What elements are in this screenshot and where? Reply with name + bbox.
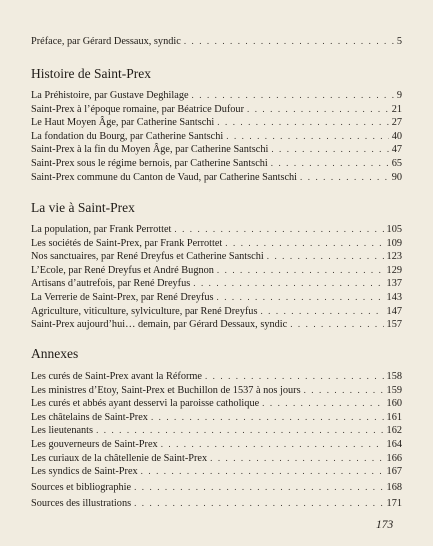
section-heading: Histoire de Saint-Prex [31,66,151,81]
toc-entry [31,130,402,143]
toc-entry [31,452,402,465]
toc-entry [31,305,402,318]
entry-page: 105 [386,224,402,235]
entry-title: Les ministres d’Etoy, Saint-Prex et Buchillon de 1537 à nos jours [31,384,301,396]
entry-page: 143 [386,292,402,303]
entry-title: Artisans d’autrefois, par René Dreyfus [31,278,191,290]
dot-leader [290,318,383,331]
toc-entry [31,424,402,437]
entry-title: Saint-Prex aujourd’hui… demain, par Gérard Dessaux, syndic [31,319,288,331]
entry-title: Saint-Prex à la fin du Moyen Âge, par Catherine Santschi [31,144,269,156]
dot-leader [96,424,383,437]
entry-title: Les sociétés de Saint-Prex, par Frank Perrottet [31,237,223,249]
toc-entry [31,223,402,236]
entry-title: La Préhistoire, par Gustave Deghilage [31,90,189,101]
toc-entry [31,264,402,277]
entry-page: 5 [396,36,402,47]
toc-entry [31,143,402,156]
toc-entry [31,497,402,510]
entry-title: Les curés de Saint-Prex avant la Réforme [31,371,202,382]
entry-page: 159 [386,384,402,396]
toc-entry [31,411,402,424]
entry-page: 160 [386,398,402,410]
entry-page: 167 [386,466,402,478]
dot-leader [217,264,384,277]
toc-entry [31,116,402,129]
entry-title: Les curiaux de la châtellenie de Saint-Prex [31,452,208,464]
entry-page: 166 [386,452,402,464]
dot-leader [271,157,389,170]
dot-leader [210,452,383,465]
page-number: 173 [376,519,394,531]
toc-entry [31,481,402,494]
section-heading: Annexes [31,346,79,361]
dot-leader [205,370,384,383]
dot-leader [134,497,383,510]
toc-entry [31,89,402,102]
entry-title: L’Ecole, par René Dreyfus et André Bugnon [31,264,214,276]
entry-title: Préface, par Gérard Dessaux, syndic [31,36,181,47]
entry-page: 157 [386,319,402,331]
toc-entry [31,157,402,170]
toc-entry [31,384,402,397]
entry-page: 158 [386,371,402,382]
dot-leader [262,397,383,410]
entry-title: Le Haut Moyen Âge, par Catherine Santschi [31,117,215,129]
dot-leader [161,438,384,451]
entry-title: Saint-Prex commune du Canton de Vaud, par Catherine Santschi [31,171,298,183]
dot-leader [174,223,383,236]
toc-entry [31,237,402,250]
entry-title: Sources et bibliographie [31,482,132,493]
entry-title: La fondation du Bourg, par Catherine Santschi [31,130,224,142]
entry-page: 27 [391,117,402,129]
entry-page: 21 [391,103,402,115]
toc-entry [31,103,402,116]
toc-entry [31,397,402,410]
dot-leader [267,250,384,263]
dot-leader [260,305,383,318]
toc-entry [31,438,402,451]
entry-page: 109 [386,237,402,249]
toc-entry [31,171,402,184]
toc-entry [31,250,402,263]
entry-page: 137 [386,278,402,290]
entry-title: La population, par Frank Perrottet [31,224,172,235]
dot-leader [304,384,384,397]
entry-page: 161 [386,411,402,423]
dot-leader [193,277,383,290]
entry-page: 171 [386,498,402,509]
dot-leader [226,130,388,143]
dot-leader [151,411,384,424]
entry-title: Agriculture, viticulture, sylviculture, par René Dreyfus [31,305,258,317]
entry-page: 90 [391,171,402,183]
entry-page: 65 [391,158,402,169]
dot-leader [192,89,394,102]
entry-title: Les châtelains de Saint-Prex [31,411,148,423]
entry-title: Les gouverneurs de Saint-Prex [31,439,158,450]
entry-title: Saint-Prex à l’époque romaine, par Béatrice Dufour [31,103,245,115]
entry-title: La Verrerie de Saint-Prex, par René Dreyfus [31,292,214,303]
toc-entry [31,318,402,331]
dot-leader [217,291,384,304]
entry-title: Les curés et abbés ayant desservi la paroisse catholique [31,398,260,410]
dot-leader [247,103,389,116]
entry-page: 164 [386,439,402,450]
toc-entry [31,465,402,478]
entry-page: 123 [386,251,402,263]
entry-title: Les syndics de Saint-Prex [31,466,138,478]
entry-page: 40 [391,130,402,142]
entry-page: 168 [386,482,402,493]
dot-leader [300,171,389,184]
toc-entry [31,370,402,383]
entry-title: Saint-Prex sous le régime bernois, par Catherine Santschi [31,158,268,169]
dot-leader [141,465,384,478]
dot-leader [184,35,394,48]
entry-title: Nos sanctuaires, par René Dreyfus et Catherine Santschi [31,251,264,263]
section-heading: La vie à Saint-Prex [31,200,135,215]
entry-title: Les lieutenants [31,425,94,437]
toc-entry [31,277,402,290]
dot-leader [217,116,388,129]
entry-page: 129 [386,264,402,276]
toc-entry [31,291,402,304]
entry-title: Sources des illustrations [31,498,132,509]
dot-leader [271,143,388,156]
entry-page: 147 [386,305,402,317]
entry-page: 47 [391,144,402,156]
preface-entry [31,35,402,48]
dot-leader [134,481,383,494]
entry-page: 9 [396,90,402,101]
entry-page: 162 [386,425,402,437]
dot-leader [225,237,383,250]
